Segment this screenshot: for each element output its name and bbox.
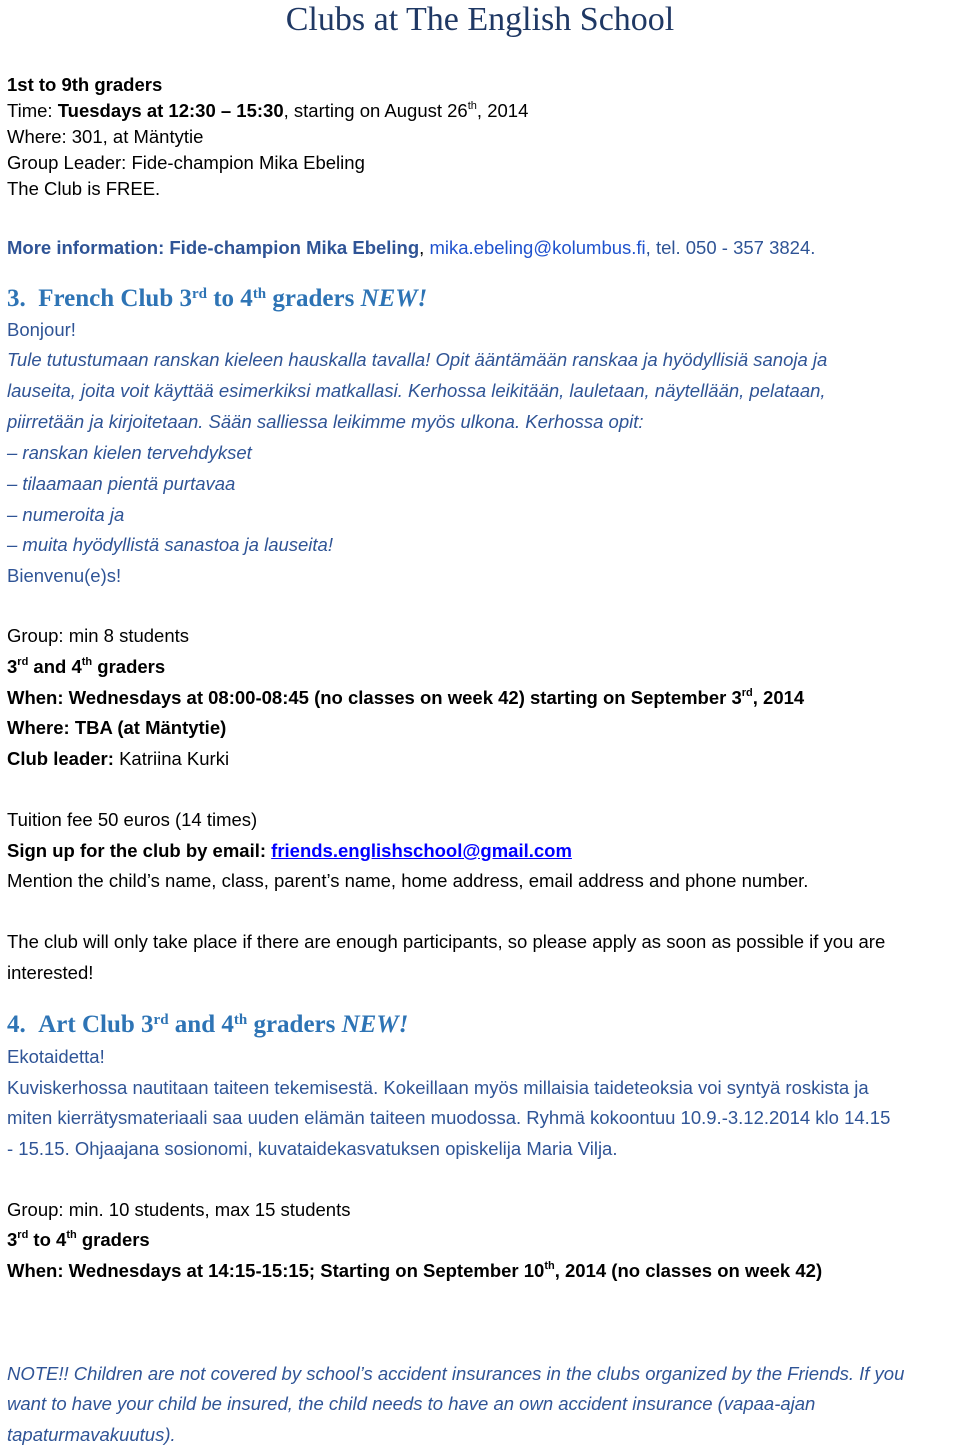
chess-more-label: More information: Fide-champion Mika Ebeling: [7, 237, 420, 258]
french-h-sup1: rd: [191, 286, 207, 302]
art-h-sup2: th: [233, 1012, 248, 1028]
french-list-item: – ranskan kielen tervehdykset: [7, 442, 252, 463]
french-leader: [7, 747, 229, 771]
chess-time-year: , 2014: [476, 100, 529, 121]
chess-time: [7, 99, 528, 123]
french-list-item: – tilaamaan pientä purtavaa: [7, 473, 236, 494]
french-new-badge: NEW!: [360, 285, 428, 312]
page-title: Clubs at The English School: [285, 1, 675, 38]
art-g-b: to 4: [28, 1229, 67, 1250]
french-list-item: – numeroita ja: [7, 504, 125, 525]
art-when-a: When: Wednesdays at 14:15-15:15; Starting on September 10: [7, 1260, 545, 1281]
art-club-heading: [7, 1010, 408, 1040]
note-line-1: NOTE!! Children are not covered by school’s accident insurances in the clubs organized by the Friends. If you: [7, 1363, 905, 1384]
french-g-sup1: rd: [17, 656, 29, 668]
french-graders: [7, 655, 165, 679]
french-num: 3.: [7, 285, 26, 312]
french-club-only-line-1: The club will only take place if there are enough participants, so please apply as soon as possible if you are: [7, 931, 886, 952]
art-para-line-2: miten kierrätysmateriaali saa uuden elämän taiteen muodossa. Ryhmä kokoontuu 10.9.-3.12.2014 klo 14.15: [7, 1107, 891, 1128]
french-when-a: When: Wednesdays at 08:00-08:45 (no classes on week 42) starting on September 3: [7, 687, 742, 708]
french-signup-label: Sign up for the club by email:: [7, 840, 272, 861]
french-mention: Mention the child’s name, class, parent’s name, home address, email address and phone number.: [7, 870, 809, 891]
french-leader-name: Katriina Kurki: [119, 748, 230, 769]
chess-graders: 1st to 9th graders: [7, 74, 163, 95]
chess-time-start: , starting on August 26: [283, 100, 468, 121]
note-line-3: tapaturmavakuutus).: [7, 1424, 176, 1445]
french-g-a: 3: [7, 656, 18, 677]
french-when-b: , 2014: [752, 687, 805, 708]
art-h-sup1: rd: [153, 1012, 169, 1028]
art-when-b: , 2014 (no classes on week 42): [554, 1260, 823, 1281]
french-h-b: to 4: [206, 285, 253, 312]
french-bonjour: Bonjour!: [7, 319, 76, 340]
french-g-sup2: th: [81, 656, 93, 668]
french-fee: Tuition fee 50 euros (14 times): [7, 809, 258, 830]
art-para-line-1: Kuviskerhossa nautitaan taiteen tekemisestä. Kokeillaan myös millaisia taideteoksia voi syntyä roskista ja: [7, 1077, 869, 1098]
french-list-item: – muita hyödyllistä sanastoa ja lauseita!: [7, 534, 333, 555]
french-club-only-line-2: interested!: [7, 962, 94, 983]
chess-free: The Club is FREE.: [7, 178, 161, 199]
art-para-line-3: - 15.15. Ohjaajana sosionomi, kuvataidekasvatuksen opiskelija Maria Vilja.: [7, 1138, 618, 1159]
french-g-c: graders: [92, 656, 166, 677]
art-h-b: and 4: [168, 1011, 234, 1038]
french-where: Where: TBA (at Mäntytie): [7, 717, 227, 738]
art-num: 4.: [7, 1011, 26, 1038]
french-signup-email-link[interactable]: friends.englishschool@gmail.com: [271, 840, 572, 861]
french-when: [7, 686, 804, 710]
french-g-b: and 4: [28, 656, 82, 677]
art-g-sup2: th: [66, 1229, 77, 1241]
note-line-2: want to have your child be insured, the child needs to have an own accident insurance (vapaa-ajan: [7, 1393, 816, 1414]
french-para-line-2: lauseita, joita voit käyttää esimerkiksi matkallasi. Kerhossa leikitään, lauletaan, näytellään, pelataan,: [7, 380, 826, 401]
chess-time-prefix: Time:: [7, 100, 58, 121]
art-when: [7, 1259, 822, 1283]
art-graders: [7, 1228, 150, 1252]
chess-leader: Group Leader: Fide-champion Mika Ebeling: [7, 152, 365, 173]
chess-tel: , tel. 050 - 357 3824.: [645, 237, 816, 258]
french-para-line-1: Tule tutustumaan ranskan kieleen hauskalla tavalla! Opit ääntämään ranskaa ja hyödyllisiä sanoja ja: [7, 349, 828, 370]
chess-more-info: [7, 236, 815, 260]
french-group: Group: min 8 students: [7, 625, 190, 646]
chess-where: Where: 301, at Mäntytie: [7, 126, 204, 147]
french-h-c: graders: [266, 285, 361, 312]
french-h-a: French Club 3: [38, 285, 192, 312]
chess-time-day: Tuesdays at 12:30 – 15:30: [57, 100, 284, 121]
art-group: Group: min. 10 students, max 15 students: [7, 1199, 351, 1220]
art-g-c: graders: [76, 1229, 150, 1250]
art-g-sup1: rd: [17, 1229, 29, 1241]
french-h-sup2: th: [252, 286, 267, 302]
art-h-c: graders: [247, 1011, 342, 1038]
french-para-line-3: piirretään ja kirjoitetaan. Sään salliessa leikimme myös ulkona. Kerhossa opit:: [7, 411, 644, 432]
art-g-a: 3: [7, 1229, 18, 1250]
french-signup: [7, 839, 572, 863]
french-bienvenue: Bienvenu(e)s!: [7, 565, 122, 586]
french-leader-label: Club leader:: [7, 748, 120, 769]
art-eko: Ekotaidetta!: [7, 1046, 105, 1067]
chess-more-sep: ,: [419, 237, 430, 258]
art-h-a: Art Club 3: [38, 1011, 154, 1038]
art-new-badge: NEW!: [341, 1011, 409, 1038]
french-club-heading: [7, 284, 427, 314]
french-when-sup: rd: [741, 687, 753, 699]
chess-email-link[interactable]: mika.ebeling@kolumbus.fi: [429, 237, 646, 258]
chess-time-sup: th: [467, 100, 477, 112]
art-when-sup: th: [544, 1260, 555, 1272]
